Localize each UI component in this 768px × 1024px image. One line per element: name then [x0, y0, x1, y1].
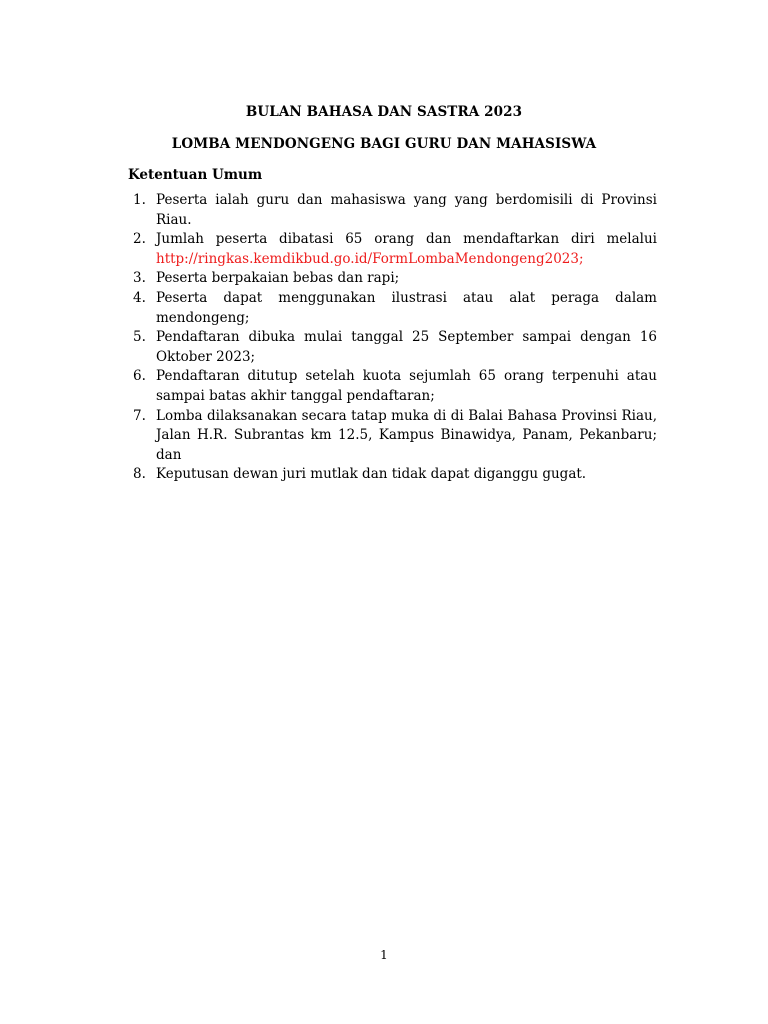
list-item [128, 191, 657, 230]
registration-link[interactable]: http://ringkas.kemdikbud.go.id/FormLombaMendongeng2023; [156, 250, 584, 267]
list-item-number: 1. [133, 192, 146, 208]
list-item-number: 4. [133, 289, 146, 306]
list-item-number: 2. [133, 231, 146, 248]
rules-list [128, 191, 657, 485]
list-item-text: Pendaftaran ditutup setelah kuota sejumlah 65 orang terpenuhi atau sampai batas akhir tanggal pendaftaran; [156, 368, 657, 404]
list-item-text: Peserta dapat menggunakan ilustrasi atau alat peraga dalam mendongeng; [156, 289, 657, 326]
list-item-text: Peserta berpakaian bebas dan rapi; [156, 270, 400, 287]
document-subtitle: LOMBA MENDONGENG BAGI GURU DAN MAHASISWA [171, 136, 597, 152]
list-item-text: Lomba dilaksanakan secara tatap muka di di Balai Bahasa Provinsi Riau, Jalan H.R. Subrantas km 12.5, Kampus Binawidya, Panam, Pekanbaru; dan [156, 407, 657, 463]
list-item [128, 328, 657, 367]
list-item-number: 3. [133, 270, 146, 287]
list-item-text: Keputusan dewan juri mutlak dan tidak dapat diganggu gugat. [156, 466, 587, 483]
list-item [128, 230, 657, 269]
list-item [128, 269, 657, 289]
list-item-text: Pendaftaran dibuka mulai tanggal 25 September sampai dengan 16 Oktober 2023; [156, 329, 657, 365]
list-item-text: Peserta ialah guru dan mahasiswa yang yang berdomisili di Provinsi Riau. [156, 192, 657, 228]
list-item [128, 367, 657, 406]
section-heading: Ketentuan Umum [128, 167, 263, 183]
page-number: 1 [380, 948, 388, 962]
document-title: BULAN BAHASA DAN SASTRA 2023 [245, 104, 523, 120]
list-item [128, 465, 657, 485]
list-item [128, 407, 657, 466]
list-item-number: 7. [133, 407, 146, 424]
list-item-number: 5. [133, 329, 146, 346]
list-item [128, 289, 657, 328]
list-item-number: 6. [133, 368, 146, 385]
list-item-text: Jumlah peserta dibatasi 65 orang dan mendaftarkan diri melalui [156, 231, 657, 248]
list-item-number: 8. [133, 466, 146, 483]
